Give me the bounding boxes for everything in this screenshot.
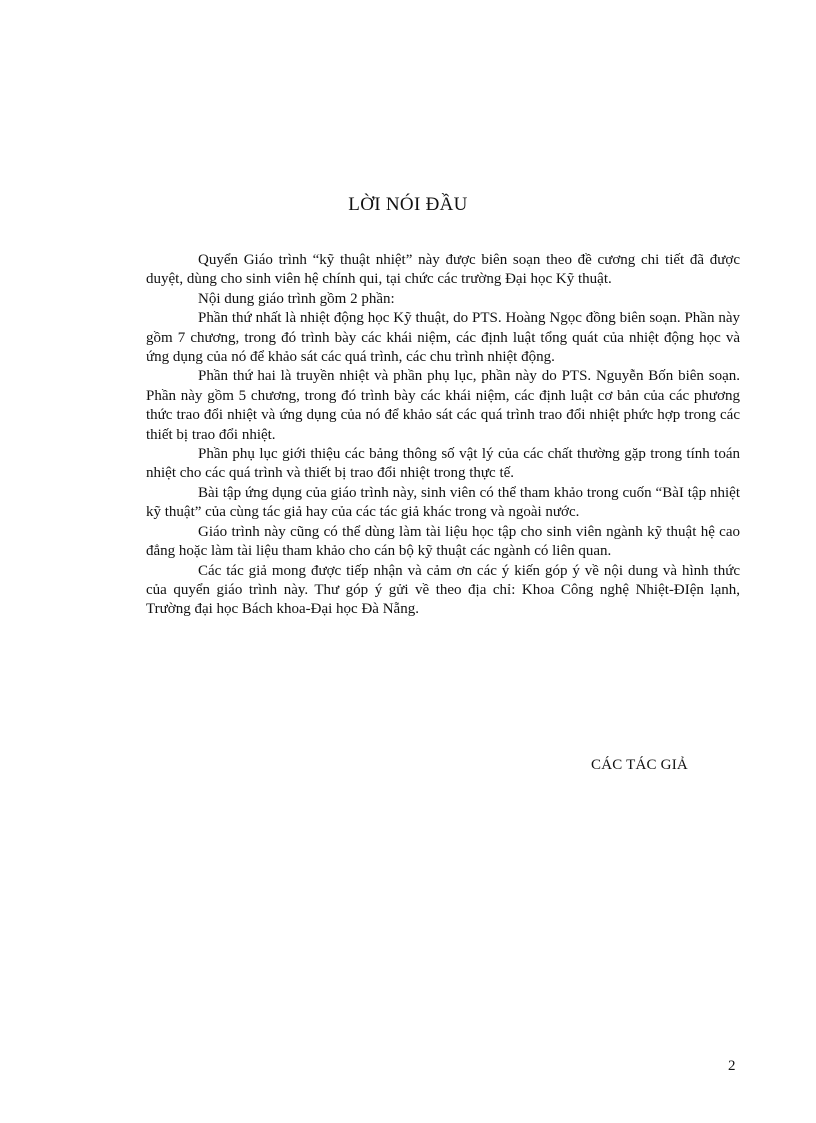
paragraph: Nội dung giáo trình gồm 2 phần: <box>198 290 395 307</box>
paragraph: Phần thứ nhất là nhiệt động học Kỹ thuật, do PTS. Hoàng Ngọc đồng biên soạn. Phần này gồm 7 chương, trong đó trình bày các khái niệm, các định luật tổng quát của nhiệt động học và ứng dụng của nó để khảo sát các quá trình, các chu trình nhiệt động. <box>146 310 740 366</box>
paragraph: Phần phụ lục giới thiệu các bảng thông số vật lý của các chất thường gặp trong tính toán nhiệt cho các quá trình và thiết bị trao đổi nhiệt trong thực tế. <box>146 446 740 482</box>
foreword-body <box>146 251 740 620</box>
paragraph: Phần thứ hai là truyền nhiệt và phần phụ lục, phần này do PTS. Nguyễn Bốn biên soạn. Phần này gồm 5 chương, trong đó trình bày các khái niệm, các định luật cơ bản của các phương thức trao đổi nhiệt và ứng dụng của nó để khảo sát các quá trình trao đổi nhiệt phức hợp trong các thiết bị trao đổi nhiệt. <box>146 368 740 443</box>
authors-signature: CÁC TÁC GIẢ <box>591 757 688 773</box>
paragraph: Bài tập ứng dụng của giáo trình này, sinh viên có thể tham khảo trong cuốn “BàI tập nhiệt kỹ thuật” của cùng tác giả hay của các tác giả khác trong và ngoài nước. <box>146 484 740 521</box>
page-title: LỜI NÓI ĐẦU <box>348 194 468 215</box>
paragraph: Các tác giả mong được tiếp nhận và cảm ơn các ý kiến góp ý về nội dung và hình thức của quyển giáo trình này. Thư góp ý gửi về theo địa chỉ: Khoa Công nghệ Nhiệt-ĐIện lạnh, Trường đại học Bách khoa-Đại học Đà Nẵng. <box>146 562 740 618</box>
paragraph: Giáo trình này cũng có thể dùng làm tài liệu học tập cho sinh viên ngành kỹ thuật hệ cao đẳng hoặc làm tài liệu tham khảo cho cán bộ kỹ thuật các ngành có liên quan. <box>146 523 740 560</box>
page-number: 2 <box>728 1058 736 1074</box>
paragraph: Quyển Giáo trình “kỹ thuật nhiệt” này được biên soạn theo đề cương chi tiết đã được duyệt, dùng cho sinh viên hệ chính qui, tại chức các trường Đại học Kỹ thuật. <box>146 252 740 288</box>
